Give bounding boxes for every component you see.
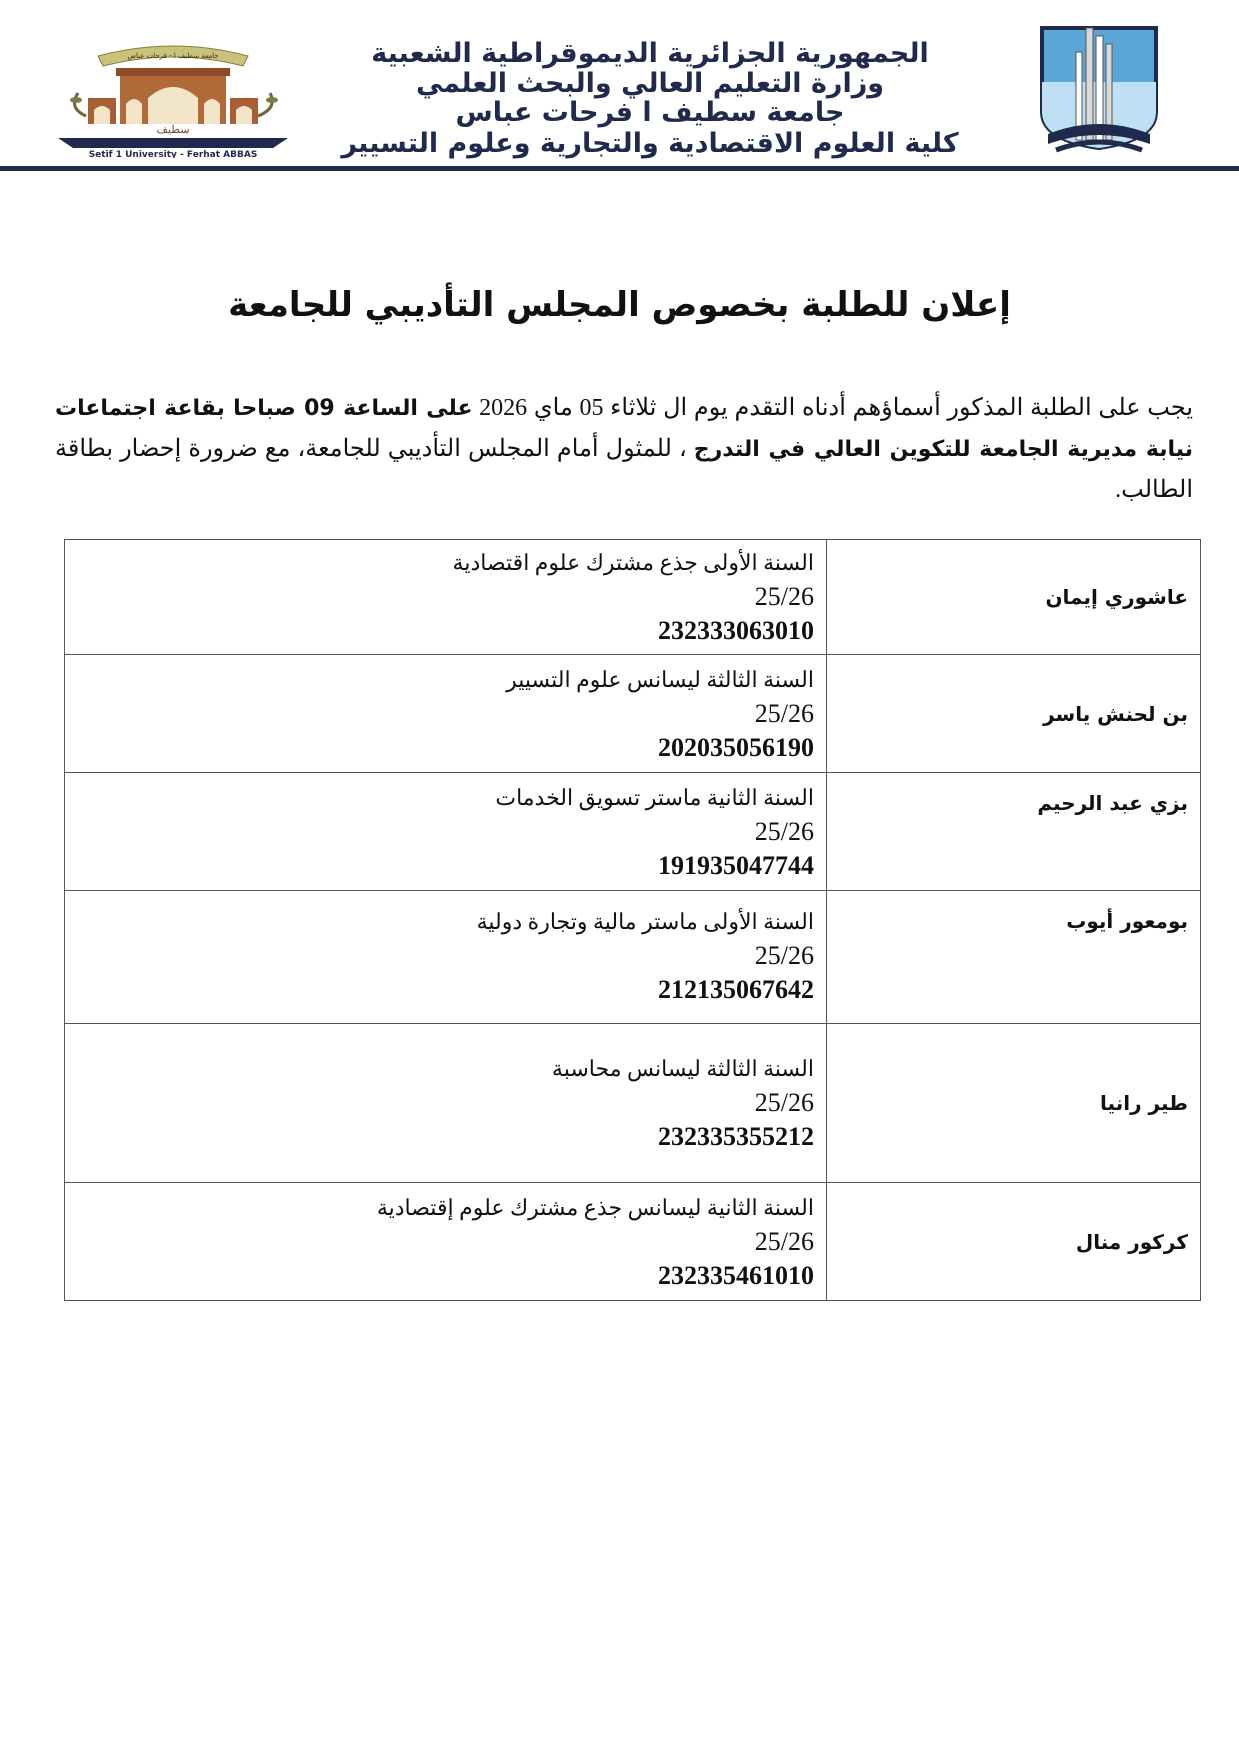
student-name: طير رانيا — [827, 1024, 1201, 1183]
intro-text-part1: يجب على الطلبة المذكور أسماؤهم أدناه التقدم يوم ال ثلاثاء 05 ماي 2026 — [472, 395, 1194, 421]
university-name: جامعة سطيف ا فرحات عباس — [455, 97, 845, 128]
student-info — [65, 773, 827, 891]
academic-year: 25/26 — [754, 1226, 814, 1256]
faculty-name: كلية العلوم الاقتصادية والتجارية وعلوم التسيير — [341, 128, 959, 159]
student-info — [65, 1183, 827, 1301]
intro-text-part2: ، للمثول أمام المجلس التأديبي للجامعة، مع ضرورة إحضار بطاقة الطالب. — [55, 436, 1193, 503]
academic-year: 25/26 — [754, 816, 814, 846]
academic-year: 25/26 — [754, 582, 814, 611]
announcement-intro — [55, 388, 1193, 510]
student-program: السنة الثانية ليسانس جذع مشترك علوم إقتصادية — [376, 1194, 814, 1220]
academic-year: 25/26 — [754, 941, 814, 970]
student-id: 232335461010 — [658, 1260, 814, 1290]
student-id: 232335355212 — [658, 1122, 814, 1151]
academic-year: 25/26 — [754, 698, 814, 728]
student-id: 202035056190 — [658, 732, 814, 762]
logo-caption: Setif 1 University - Ferhat ABBAS — [88, 150, 258, 158]
student-info — [65, 540, 827, 655]
student-id: 232333063010 — [658, 616, 814, 645]
student-info — [65, 1024, 827, 1183]
student-program: السنة الأولى ماستر مالية وتجارة دولية — [476, 909, 814, 934]
student-name: بومعور أيوب — [827, 891, 1201, 1024]
student-id: 212135067642 — [658, 975, 814, 1004]
student-name: عاشوري إيمان — [827, 540, 1201, 655]
header-divider — [0, 166, 1239, 171]
student-name: بن لحنش ياسر — [827, 655, 1201, 773]
logo-banner-text: جامعة سطيف ا - فرحات عباس — [127, 52, 219, 60]
student-name: كركور منال — [827, 1183, 1201, 1301]
table-row — [65, 540, 1201, 655]
student-id: 191935047744 — [658, 850, 814, 880]
student-program: السنة الأولى جذع مشترك علوم اقتصادية — [452, 550, 814, 575]
table-row — [65, 1183, 1201, 1301]
ministry-name: وزارة التعليم العالي والبحث العلمي — [415, 68, 885, 99]
intro-text-bold: على الساعة 09 صباحا بقاعة اجتماعات نيابة مديرية الجامعة للتكوين العالي في التدرج — [55, 396, 1193, 462]
table-row — [65, 891, 1201, 1024]
republic-name: الجمهورية الجزائرية الديموقراطية الشعبية — [371, 38, 929, 69]
table-row — [65, 1024, 1201, 1183]
announcement-title: إعلان للطلبة بخصوص المجلس التأديبي للجامعة — [228, 285, 1011, 325]
student-program: السنة الثانية ماستر تسويق الخدمات — [495, 784, 814, 810]
setif-university-arch-logo — [58, 38, 288, 158]
student-name: بزي عبد الرحيم — [827, 773, 1201, 891]
logo-script-text: سطيف — [156, 123, 190, 136]
table-row — [65, 655, 1201, 773]
faculty-emblem-logo — [1038, 22, 1160, 162]
students-table — [64, 539, 1201, 1301]
table-row — [65, 773, 1201, 891]
student-program: السنة الثالثة ليسانس محاسبة — [551, 1056, 814, 1081]
page-header — [0, 0, 1239, 175]
student-info — [65, 891, 827, 1024]
academic-year: 25/26 — [754, 1088, 814, 1117]
student-info — [65, 655, 827, 773]
student-program: السنة الثالثة ليسانس علوم التسيير — [506, 666, 814, 692]
institution-block — [320, 38, 980, 160]
